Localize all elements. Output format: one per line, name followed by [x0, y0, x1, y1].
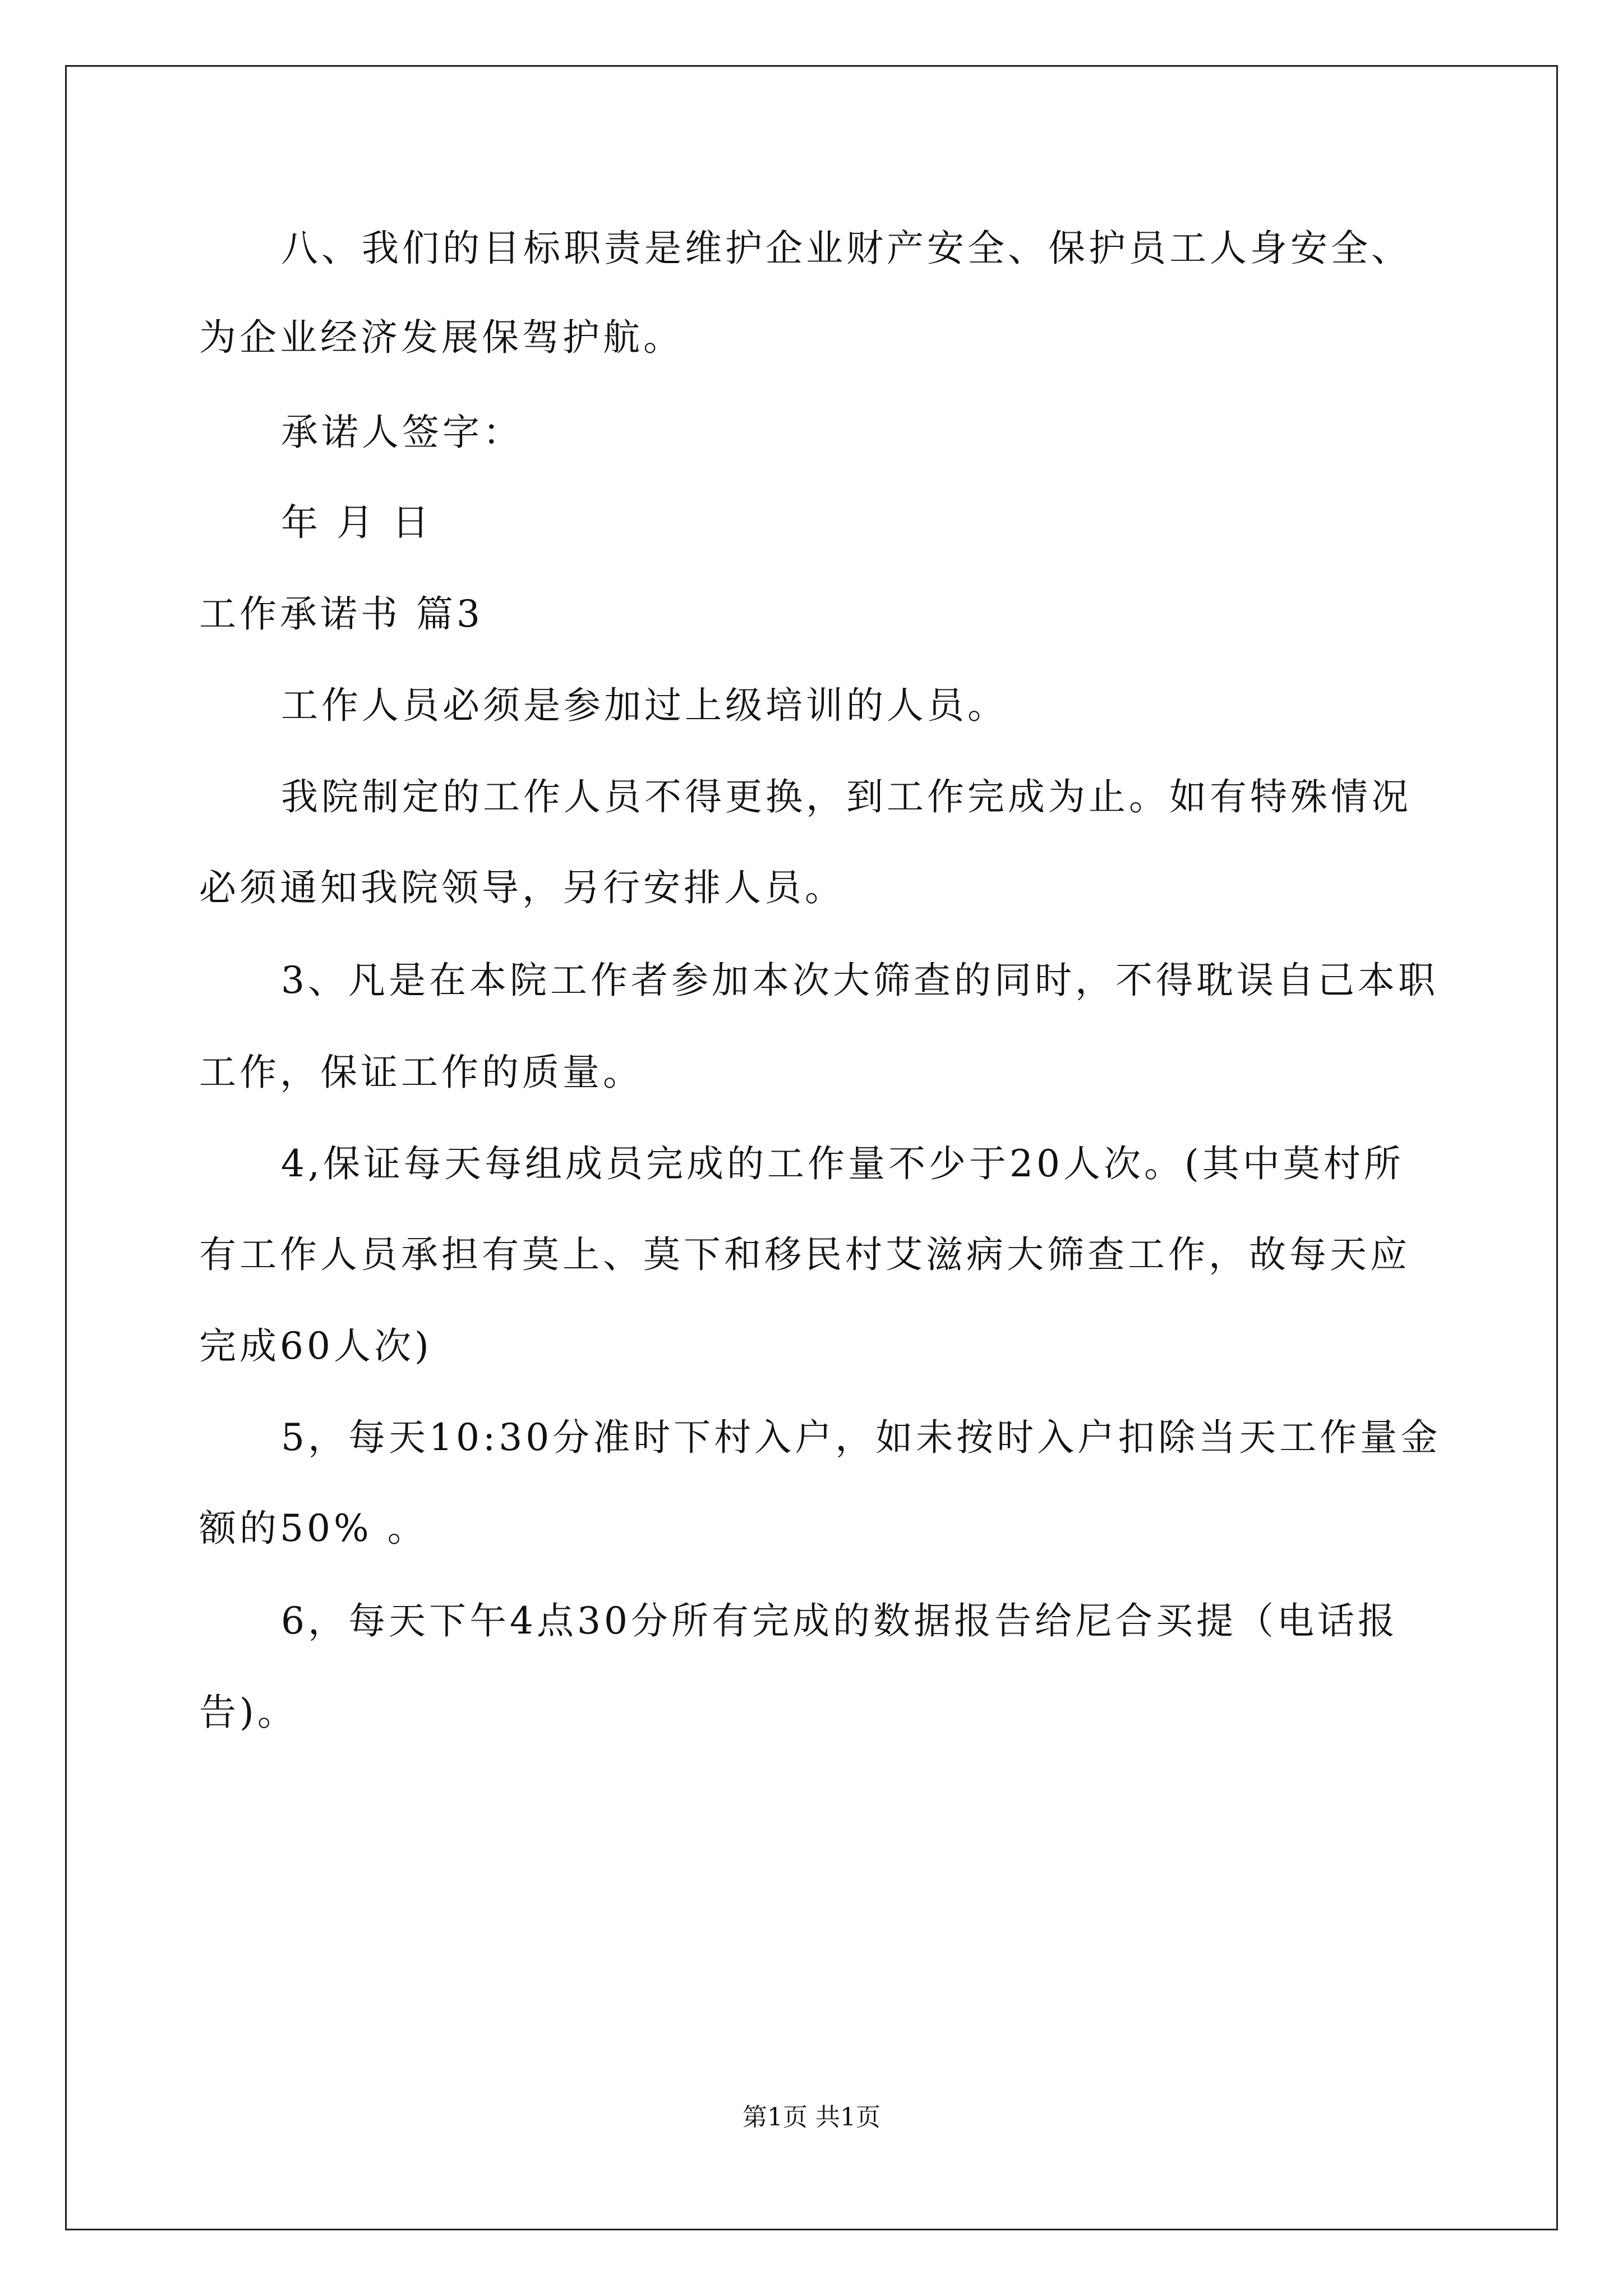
paragraph-line: 我院制定的工作人员不得更换，到工作完成为止。如有特殊情况	[281, 775, 1412, 818]
paragraph-line: 3、凡是在本院工作者参加本次大筛查的同时，不得耽误自己本职	[281, 959, 1438, 1002]
paragraph-line: 6，每天下午4点30分所有完成的数据报告给尼合买提（电话报	[281, 1599, 1398, 1642]
paragraph-line: 为企业经济发展保驾护航。	[199, 316, 684, 359]
signature-label: 承诺人签字：	[281, 411, 523, 454]
paragraph-line: 必须通知我院领导，另行安排人员。	[199, 866, 845, 909]
paragraph-line: 有工作人员承担有莫上、莫下和移民村艾滋病大筛查工作，故每天应	[199, 1233, 1410, 1276]
paragraph-line: 完成60人次)	[199, 1324, 432, 1368]
paragraph-line: 额的50% 。	[199, 1507, 428, 1550]
page-number: 第1页 共1页	[743, 2103, 880, 2132]
paragraph-line: 4,保证每天每组成员完成的工作量不少于20人次。(其中莫村所	[281, 1142, 1404, 1185]
paragraph-line: 工作人员必须是参加过上级培训的人员。	[281, 684, 1008, 727]
paragraph-line: 八、我们的目标职责是维护企业财产安全、保护员工人身安全、	[281, 227, 1412, 270]
paragraph-line: 工作，保证工作的质量。	[199, 1051, 643, 1094]
paragraph-line: 告)。	[199, 1691, 298, 1734]
paragraph-line: 5，每天10:30分准时下村入户，如未按时入户扣除当天工作量金	[281, 1416, 1441, 1459]
section-title: 工作承诺书 篇3	[199, 592, 483, 636]
date-label: 年 月 日	[281, 501, 432, 544]
